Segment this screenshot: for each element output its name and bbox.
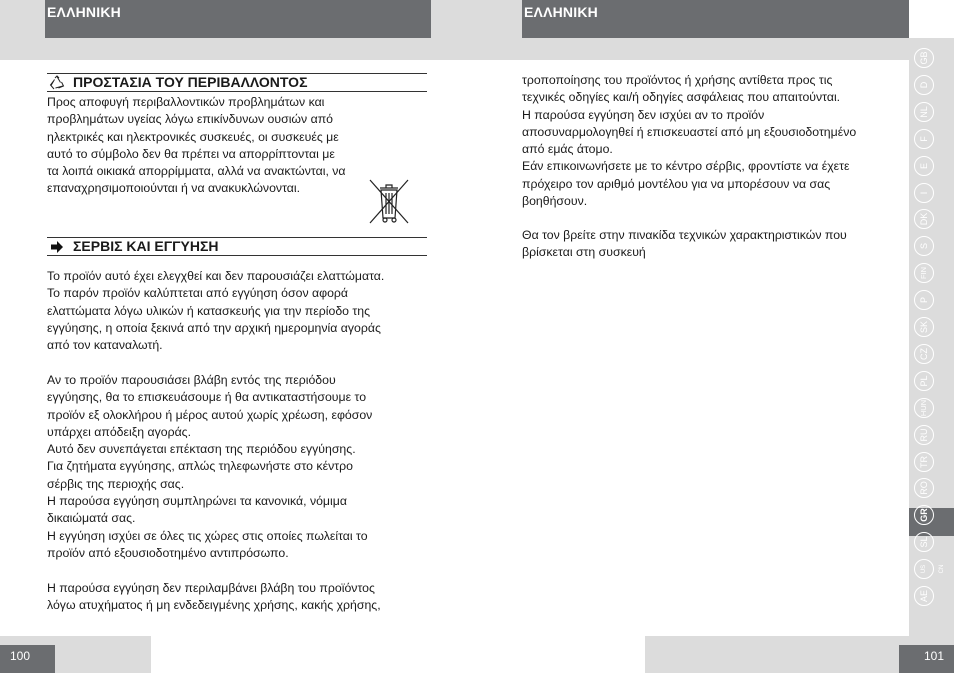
language-tab-pl[interactable]: PL <box>914 371 934 391</box>
page-title-right: ΕΛΛΗΝΙΚΗ <box>522 0 909 38</box>
language-tab-f[interactable]: F <box>914 129 934 149</box>
language-tab-d[interactable]: D <box>914 75 934 95</box>
language-tab-e[interactable]: E <box>914 156 934 176</box>
language-tab-ru[interactable]: RU <box>914 425 934 445</box>
language-tab-ro[interactable]: RO <box>914 478 934 498</box>
right-paragraph-2: Θα τον βρείτε στην πινακίδα τεχνικών χαρακτηριστικών που βρίσκεται στη συσκευή <box>522 228 847 260</box>
language-tab-i[interactable]: I <box>914 183 934 203</box>
right-paragraph-1: τροποποίησης του προϊόντος ή χρήσης αντίθετα προς τις τεχνικές οδηγίες και/ή οδηγίες ασφάλειας που απαιτούνται. Η παρούσα εγγύηση δεν ισχύει αν το προϊόν αποσυναρμολογηθεί ή επισκευαστεί από μη εξουσιοδοτημένο από εμάς άτομο. Εάν επικοινωνήσετε με το κέντρο σέρβις, φροντίστε να έχετε πρόχειρο τον αριθμό μοντέλου για να μπορέσουν να σας βοηθήσουν. <box>522 73 857 209</box>
gutter-band <box>431 0 522 60</box>
language-tab-gr[interactable]: GR <box>914 505 934 525</box>
language-tab-hun[interactable]: HUN <box>914 398 934 418</box>
recycle-icon <box>49 75 65 91</box>
crossed-bin-icon <box>366 176 412 226</box>
language-tab-cz[interactable]: CZ <box>914 344 934 364</box>
page-number-left: 100 <box>0 645 55 673</box>
language-tab-sl[interactable]: SL <box>914 532 934 552</box>
language-tab-sk[interactable]: SK <box>914 317 934 337</box>
section-title: ΣΕΡΒΙΣ ΚΑΙ ΕΓΓΥΗΣΗ <box>73 238 219 254</box>
language-tab-nl[interactable]: NL <box>914 102 934 122</box>
section-heading-environment <box>47 73 427 92</box>
language-tab-fin[interactable]: FIN <box>914 263 934 283</box>
footer-band-right <box>645 636 899 673</box>
left-header-band <box>0 38 477 60</box>
language-tab-us-cn[interactable]: US CN <box>914 559 934 579</box>
footer-band-left <box>55 636 151 673</box>
arrow-right-icon <box>49 239 65 255</box>
service-paragraph-2: Αν το προϊόν παρουσιάσει βλάβη εντός της περιόδου εγγύησης, θα το επισκευάσουμε ή θα αντικαταστήσουμε το προϊόν εξ ολοκλήρου ή μέρος αυτού χωρίς χρέωση, εφόσον υπάρχει απόδειξη αγοράς. Αυτό δεν συνεπάγεται επέκταση της περιόδου εγγύησης. Για ζητήματα εγγύησης, απλώς τηλεφωνήστε στο κέντρο σέρβις της περιοχής σας. Η παρούσα εγγύηση συμπληρώνει τα κανονικά, νόμιμα δικαιώματά σας. Η εγγύηση ισχύει σε όλες τις χώρες στις οποίες πωλείται το προϊόν από εξουσιοδοτημένο αντιπρόσωπο. <box>47 373 373 560</box>
service-paragraph-3: Η παρούσα εγγύηση δεν περιλαμβάνει βλάβη του προϊόντος λόγω ατυχήματος ή μη ενδεδειγμένης χρήσης, κακής χρήσης, <box>47 581 381 613</box>
language-tab-gb[interactable]: GB <box>914 48 934 68</box>
service-paragraph-1: Το προϊόν αυτό έχει ελεγχθεί και δεν παρουσιάζει ελαττώματα. Το παρόν προϊόν καλύπτεται από εγγύηση όσον αφορά ελαττώματα λόγω υλικών ή κατασκευής για την περίοδο της εγγύησης, η οποία ξεκινά από την αρχική ημερομηνία αγοράς από τον καταναλωτή. <box>47 269 385 353</box>
footer-strip-right <box>899 636 954 645</box>
language-tab-p[interactable]: P <box>914 290 934 310</box>
footer-strip-left <box>0 636 55 645</box>
language-tab-tr[interactable]: TR <box>914 452 934 472</box>
page-title-left: ΕΛΛΗΝΙΚΗ <box>45 0 431 38</box>
right-header-band <box>477 38 909 60</box>
page-number-right: 101 <box>899 645 954 673</box>
section-heading-service <box>47 237 427 256</box>
language-tab-ae[interactable]: AE <box>914 586 934 606</box>
environment-text: Προς αποφυγή περιβαλλοντικών προβλημάτων και προβλημάτων υγείας λόγω επικίνδυνων ουσιών από ηλεκτρικές και ηλεκτρονικές συσκευές, οι συσκευές με αυτό το σύμβολο δεν θα πρέπει να απορρίπτονται με τα λοιπά οικιακά απορρίμματα, αλλά να ανακτώνται, να επαναχρησιμοποιούνται ή να ανακυκλώνονται. <box>47 95 346 196</box>
language-tab-s[interactable]: S <box>914 236 934 256</box>
section-title: ΠΡΟΣΤΑΣΙΑ ΤΟΥ ΠΕΡΙΒΑΛΛΟΝΤΟΣ <box>73 74 308 90</box>
language-tab-dk[interactable]: DK <box>914 209 934 229</box>
